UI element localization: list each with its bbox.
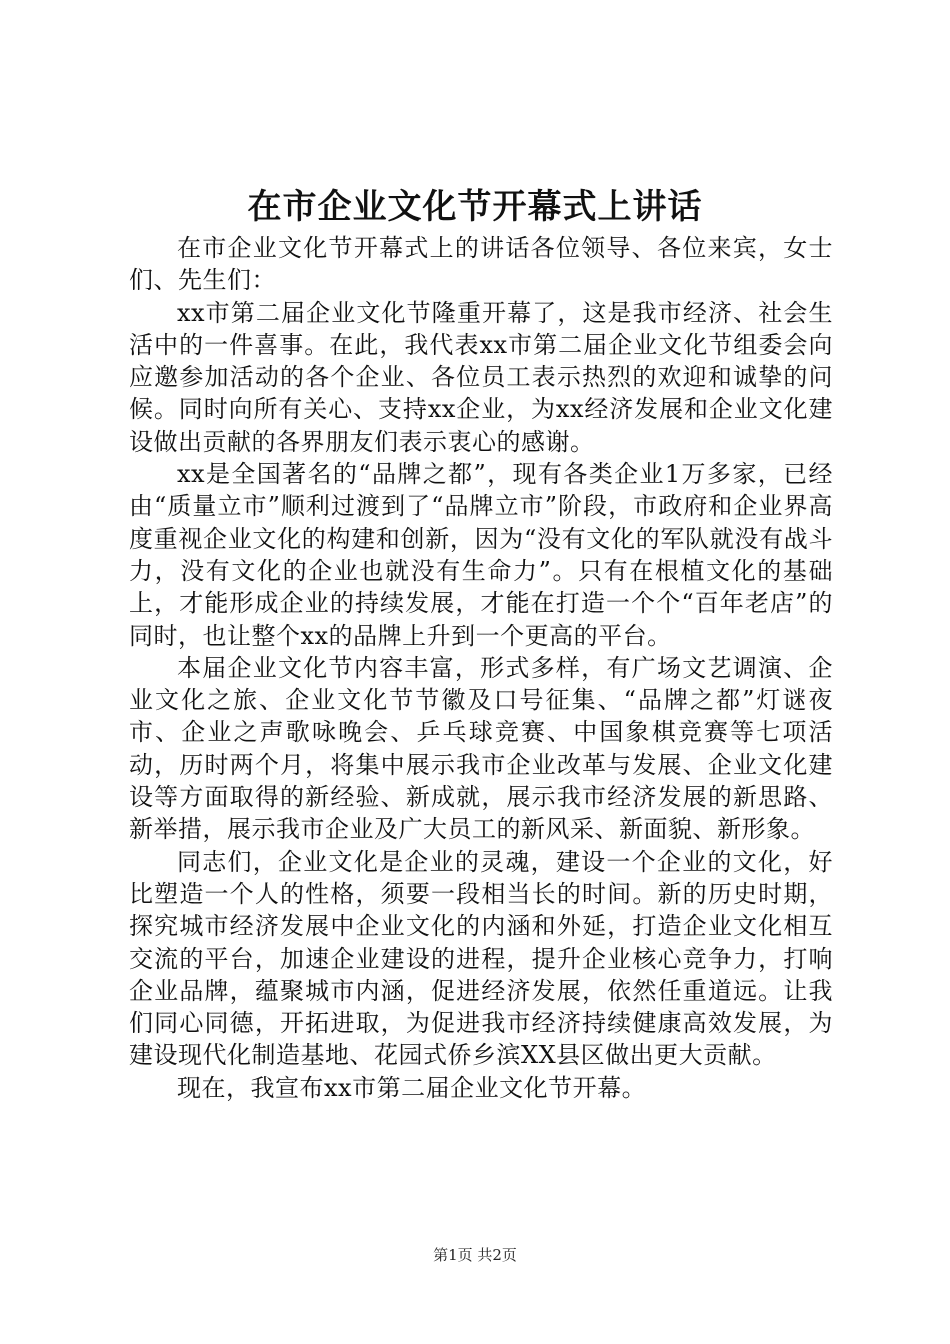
- paragraph-salutation: 在市企业文化节开幕式上的讲话各位领导、各位来宾，女士们、先生们：: [129, 234, 833, 295]
- page-number-footer: 第1页 共2页: [433, 1246, 517, 1264]
- paragraph-call-to-action: 同志们，企业文化是企业的灵魂，建设一个企业的文化，好比塑造一个人的性格，须要一段相当长的时间。新的历史时期，探究城市经济发展中企业文化的内涵和外延，打造企业文化相互交流的平台，加速企业建设的进程，提升企业核心竞争力，打响企业品牌，蕴聚城市内涵，促进经济发展，依然任重道远。让我们同心同德，开拓进取，为促进我市经济持续健康高效发展，为建设现代化制造基地、花园式侨乡滨XX县区做出更大贡献。: [129, 847, 833, 1070]
- paragraph-activities: 本届企业文化节内容丰富，形式多样，有广场文艺调演、企业文化之旅、企业文化节节徽及口号征集、“品牌之都”灯谜夜市、企业之声歌咏晚会、乒乓球竞赛、中国象棋竞赛等七项活动，历时两个月，将集中展示我市企业改革与发展、企业文化建设等方面取得的新经验、新成就，展示我市经济发展的新思路、新举措，展示我市企业及广大员工的新风采、新面貌、新形象。: [129, 653, 833, 844]
- document-body: [129, 232, 833, 1104]
- document-title: 在市企业文化节开幕式上讲话: [247, 187, 703, 227]
- paragraph-declaration: 现在，我宣布xx市第二届企业文化节开幕。: [177, 1073, 647, 1102]
- paragraph-brand-capital: xx是全国著名的“品牌之都”，现有各类企业1万多家，已经由“质量立市”顺利过渡到了“品牌立市”阶段，市政府和企业界高度重视企业文化的构建和创新，因为“没有文化的军队就没有战斗力，没有文化的企业也就没有生命力”。只有在根植文化的基础上，才能形成企业的持续发展，才能在打造一个个“百年老店”的同时，也让整个xx的品牌上升到一个更高的平台。: [129, 460, 833, 650]
- paragraph-opening: xx市第二届企业文化节隆重开幕了，这是我市经济、社会生活中的一件喜事。在此，我代表xx市第二届企业文化节组委会向应邀参加活动的各个企业、各位员工表示热烈的欢迎和诚挚的问候。同时向所有关心、支持xx企业，为xx经济发展和企业文化建设做出贡献的各界朋友们表示衷心的感谢。: [129, 298, 833, 456]
